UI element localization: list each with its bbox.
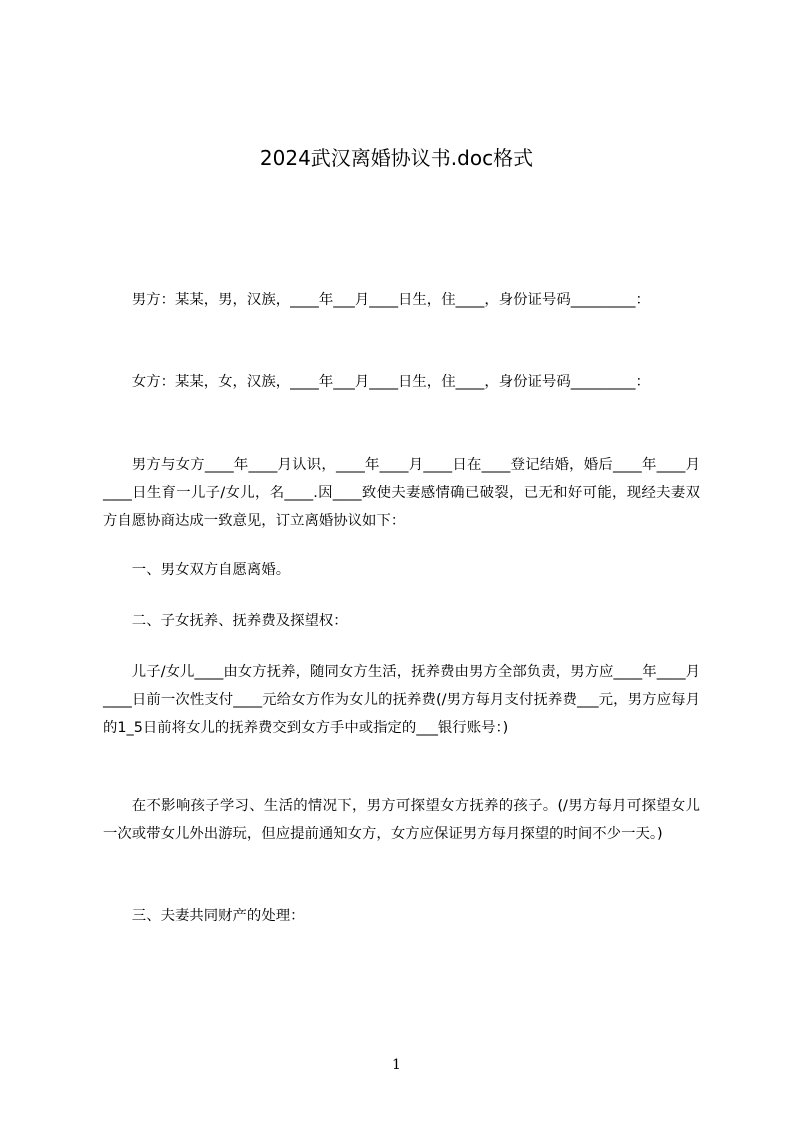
paragraph-male-party: 男方：某某，男，汉族，____年___月____日生，住____，身份证号码_________： [131,292,650,308]
clause-1-voluntary-divorce: 一、男女双方自愿离婚。 [131,562,291,578]
paragraph-child-support: 儿子/女儿____由女方抚养，随同女方生活，抚养费由男方全部负责，男方应____年____月____日前一次性支付____元给女方作为女儿的抚养费(/男方每月支付抚养费___元，男方应每月的1_5日前将女儿的抚养费交到女方手中或指定的___银行账号：) [103,664,700,736]
paragraph-marriage-background: 男方与女方____年____月认识，____年____月____日在____登记结婚，婚后____年____月____日生育一儿子/女儿，名____.因____致使夫妻感情确已破裂，已无和好可能，现经夫妻双方自愿协商达成一致意见，订立离婚协议如下： [103,457,700,529]
document-title: 2024武汉离婚协议书.doc格式 [259,146,534,170]
clause-3-heading: 三、夫妻共同财产的处理： [131,908,305,924]
paragraph-visitation-rights: 在不影响孩子学习、生活的情况下，男方可探望女方抚养的孩子。(/男方每月可探望女儿一次或带女儿外出游玩，但应提前通知女方，女方应保证男方每月探望的时间不少一天。) [103,798,700,842]
page-number: 1 [392,1057,401,1073]
paragraph-female-party: 女方：某某，女，汉族，____年___月____日生，住____，身份证号码_________： [131,374,650,390]
clause-2-heading: 二、子女抚养、抚养费及探望权： [131,613,348,629]
